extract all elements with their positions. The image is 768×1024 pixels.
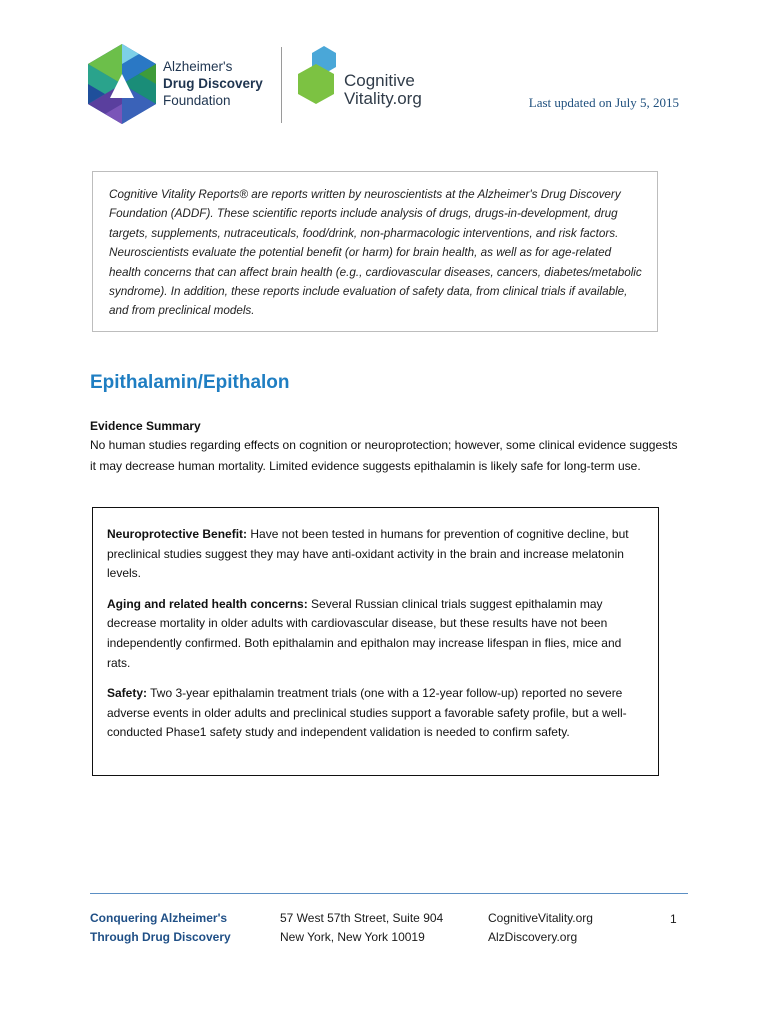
footer-address-line2: New York, New York 10019 — [280, 930, 425, 944]
page-number: 1 — [670, 912, 677, 926]
footer-tagline — [90, 909, 231, 947]
evidence-summary-heading: Evidence Summary — [90, 419, 201, 433]
addf-name-line3: Foundation — [163, 93, 231, 108]
cognitive-vitality-name — [344, 72, 422, 108]
footer-tagline-line2: Through Drug Discovery — [90, 930, 231, 944]
footer-tagline-line1: Conquering Alzheimer's — [90, 911, 228, 925]
addf-name — [163, 58, 263, 109]
cv-name-line2: Vitality.org — [344, 89, 422, 108]
aging-concerns-paragraph — [107, 595, 644, 673]
safety-label: Safety: — [107, 686, 148, 701]
neuroprotective-benefit-text: Have not been tested in humans for prevention of cognitive decline, but preclinical studies suggest they may have anti-oxidant activity in the brain and increase melatonin levels. — [107, 527, 629, 581]
header-divider — [281, 47, 282, 123]
safety-paragraph — [107, 684, 644, 743]
summary-box — [92, 507, 659, 776]
footer-website-alzdiscovery[interactable]: AlzDiscovery.org — [488, 930, 578, 944]
neuroprotective-benefit-paragraph — [107, 525, 644, 584]
footer-websites — [488, 909, 593, 947]
footer-address-line1: 57 West 57th Street, Suite 904 — [280, 911, 444, 925]
aging-concerns-text: Several Russian clinical trials suggest epithalamin may decrease mortality in older adults with cardiovascular disease, but these results have not been independently confirmed. Both epithalamin and epithalon may increase lifespan in flies, mice and rats. — [107, 596, 622, 670]
intro-text: Cognitive Vitality Reports® are reports written by neuroscientists at the Alzheimer's Drug Discovery Foundation (ADDF). These scientific reports include analysis of drugs, drugs-in-development, drug targets, supplements, nutraceuticals, food/drink, non-pharmacologic interventions, and risk factors. Neuroscientists evaluate the potential benefit (or harm) for brain health, as well as for age-related health concerns that can affect brain health (e.g., cardiovascular diseases, cancers, diabetes/metabolic syndrome). In addition, these reports include evaluation of safety data, from clinical trials if available, and from preclinical models. — [109, 188, 642, 318]
intro-box — [92, 171, 658, 332]
neuroprotective-benefit-label: Neuroprotective Benefit: — [107, 527, 248, 541]
safety-text: Two 3-year epithalamin treatment trials (one with a 12-year follow-up) reported no severe adverse events in older adults and preclinical studies support a favorable safety profile, but a well-conducted Phase1 safety study and independent validation is needed to confirm safety. — [107, 686, 627, 740]
footer-divider — [90, 893, 688, 894]
addf-name-line1: Alzheimer's — [163, 59, 233, 74]
cv-name-line1: Cognitive — [344, 71, 415, 90]
evidence-summary-text: No human studies regarding effects on cognition or neuroprotection; however, some clinical evidence suggests it may decrease human mortality. Limited evidence suggests epithalamin is likely safe for long-term use. — [90, 438, 678, 473]
footer-website-cognitivevitality[interactable]: CognitiveVitality.org — [488, 911, 593, 925]
last-updated-date: Last updated on July 5, 2015 — [528, 95, 679, 110]
addf-name-line2: Drug Discovery — [163, 76, 263, 91]
footer-address — [280, 909, 443, 947]
aging-concerns-label: Aging and related health concerns: — [107, 596, 308, 611]
addf-logo-icon — [88, 44, 156, 124]
page-title: Epithalamin/Epithalon — [90, 372, 290, 393]
cognitive-vitality-logo-icon — [296, 44, 348, 114]
